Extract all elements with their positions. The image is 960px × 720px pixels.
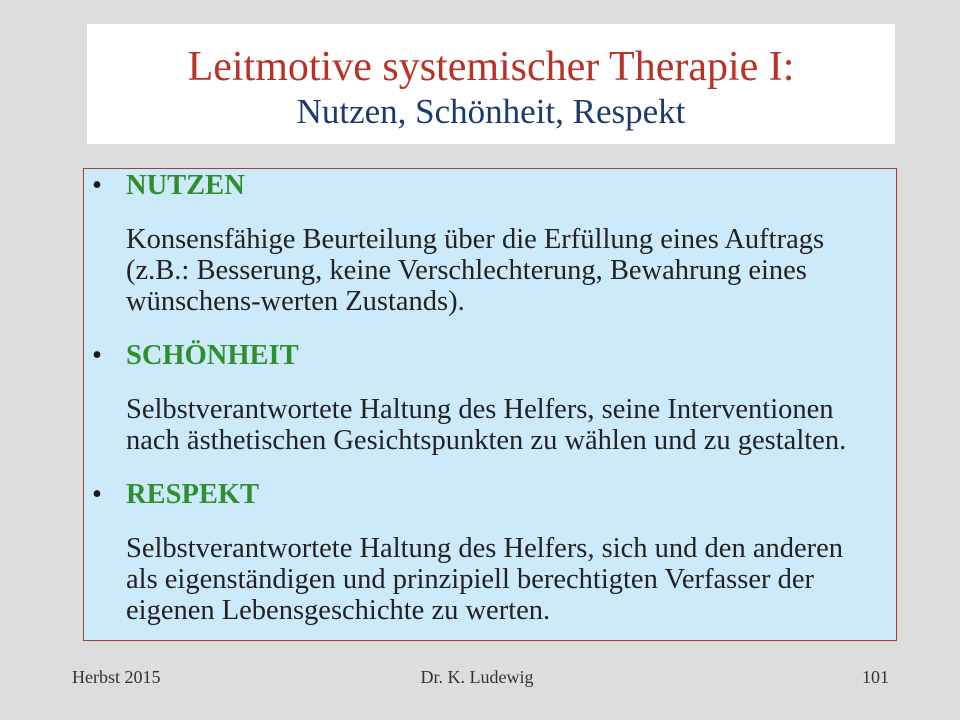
list-item-schoenheit (84, 340, 896, 456)
page-number: 101 (862, 667, 889, 687)
item-head (84, 340, 896, 371)
item-body (84, 394, 896, 456)
list-item-nutzen (84, 170, 896, 317)
footer-author: Dr. K. Ludewig (420, 667, 534, 687)
bullet-icon: • (92, 479, 102, 510)
section-heading-respekt: RESPEKT (126, 479, 260, 510)
title-box (87, 24, 895, 144)
item-head (84, 479, 896, 510)
slide-title: Leitmotive systemischer Therapie I: (187, 44, 795, 90)
body-line: eigenen Lebensgeschichte zu werten. (126, 595, 551, 626)
section-heading-schoenheit: SCHÖNHEIT (126, 340, 299, 371)
footer-date: Herbst 2015 (72, 667, 161, 687)
section-heading-nutzen: NUTZEN (126, 170, 245, 201)
item-body (84, 224, 896, 317)
content-box (83, 168, 897, 641)
slide-subtitle: Nutzen, Schönheit, Respekt (296, 92, 686, 131)
body-line: (z.B.: Besserung, keine Verschlechterung, Bewahrung eines (126, 255, 807, 286)
item-head (84, 170, 896, 201)
bullet-icon: • (92, 170, 102, 201)
body-line: Selbstverantwortete Haltung des Helfers, sich und den anderen (126, 533, 844, 564)
list-item-respekt (84, 479, 896, 626)
body-line: als eigenständigen und prinzipiell berechtigten Verfasser der (126, 564, 814, 595)
body-line: nach ästhetischen Gesichtspunkten zu wählen und zu gestalten. (126, 425, 847, 456)
body-line: Selbstverantwortete Haltung des Helfers, seine Interventionen (126, 394, 834, 425)
body-line: wünschens-werten Zustands). (126, 286, 465, 317)
item-body (84, 533, 896, 626)
bullet-icon: • (92, 340, 102, 371)
body-line: Konsensfähige Beurteilung über die Erfüllung eines Auftrags (126, 224, 825, 255)
